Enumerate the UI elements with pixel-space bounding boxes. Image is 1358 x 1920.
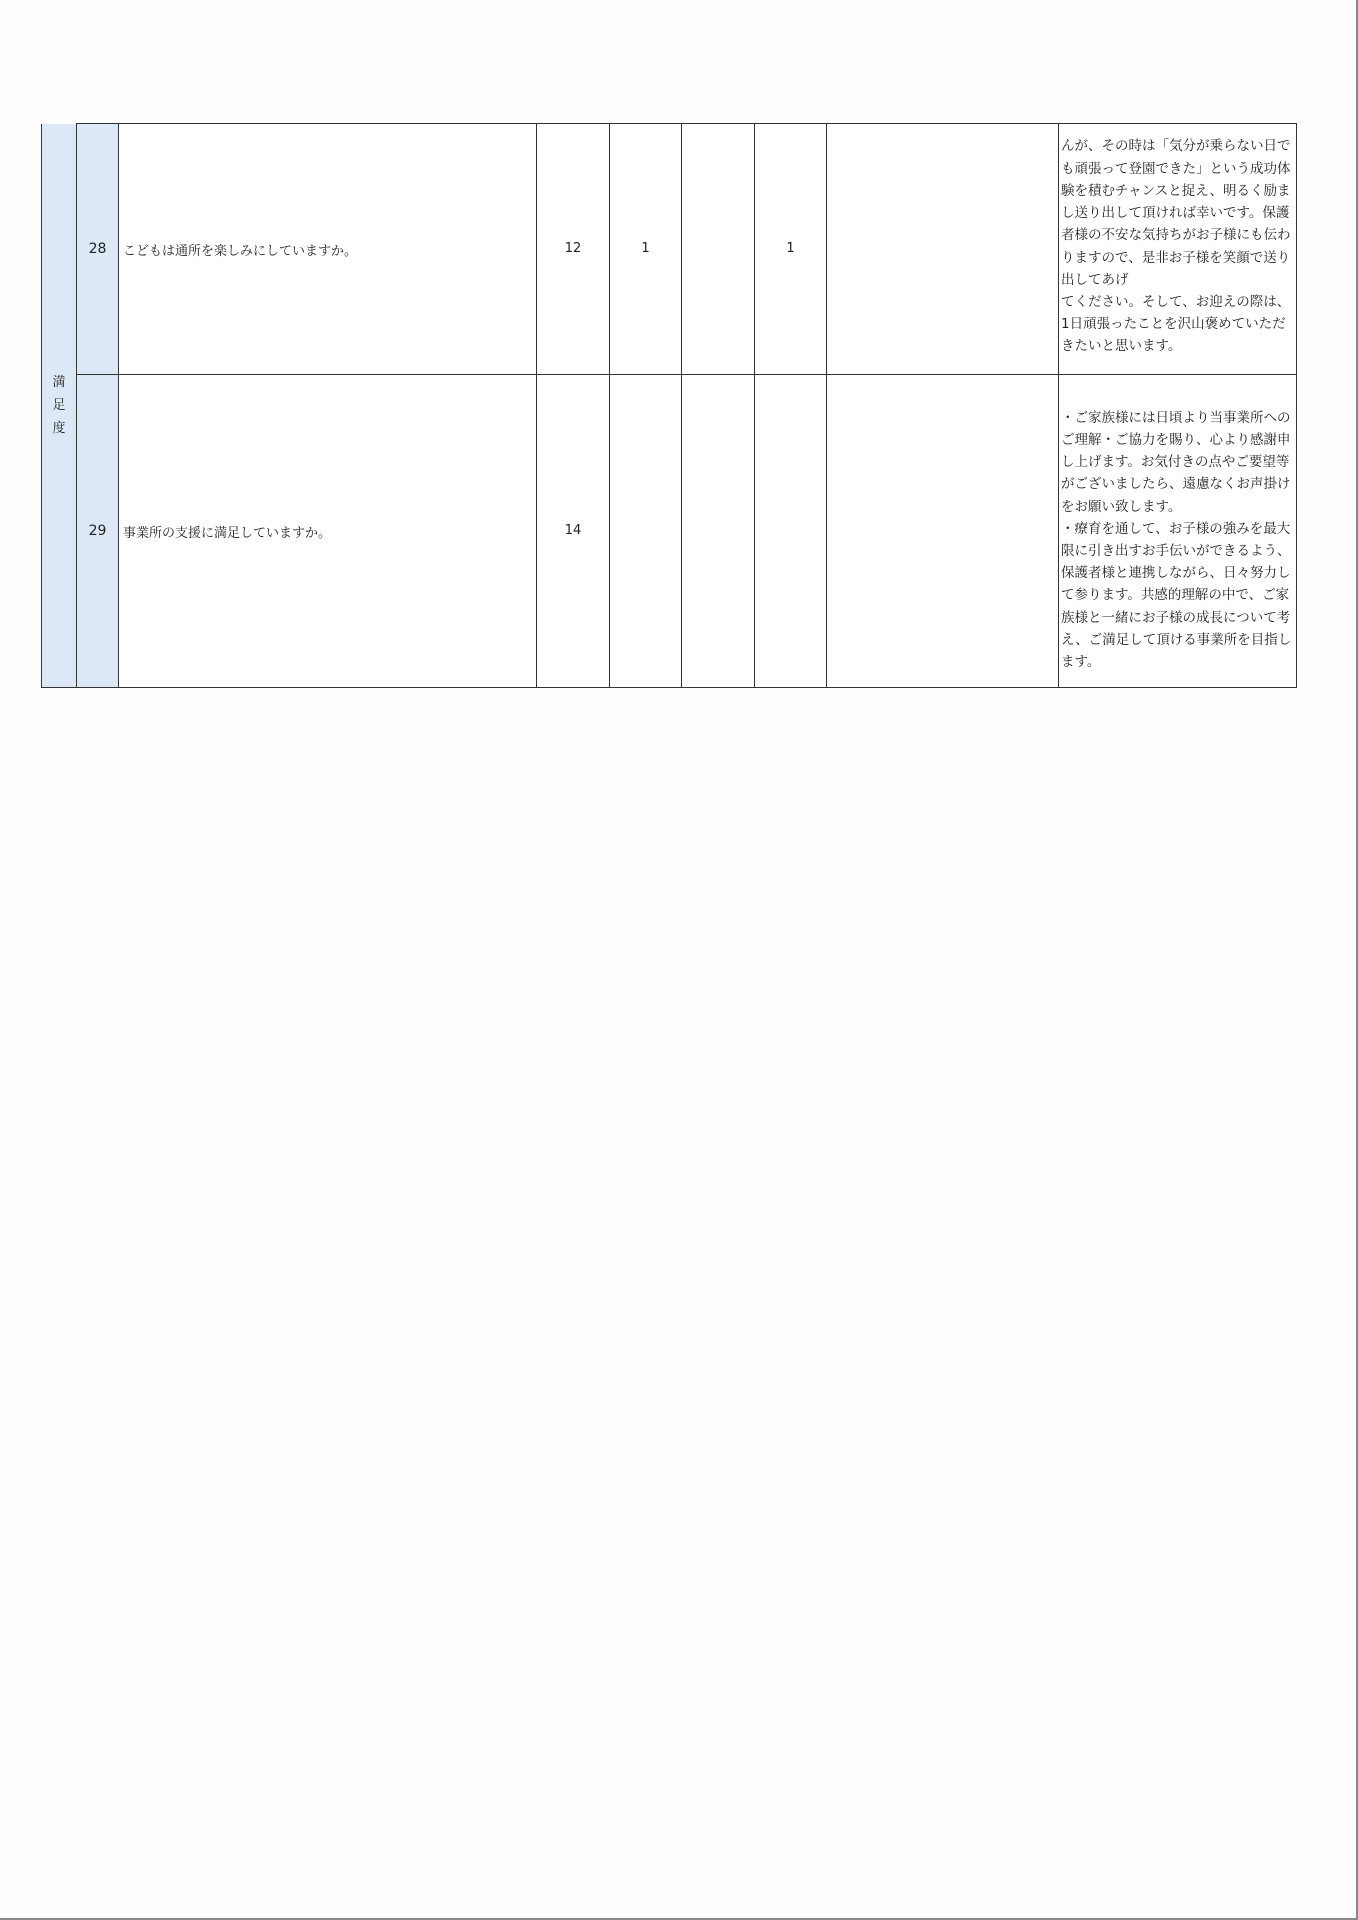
facility-response-text: んが、その時は「気分が乗らない日でも頑張って登園できた」という成功体験を積むチャンスと捉え、明るく励まし送り出して頂ければ幸いです。保護者様の不安な気持ちがお子様にも伝わりますので、是非お子様を笑顔で送り出してあげ てください。そして、お迎えの際は、1日頑張ったことを沢山褒めていただきたいと思います。 [1061, 138, 1291, 355]
facility-response-cell [1059, 375, 1297, 688]
guardian-comment-cell [827, 124, 1059, 375]
count-no [682, 375, 755, 688]
count-yes: 12 [537, 124, 610, 375]
question-text: こどもは通所を楽しみにしていますか。 [119, 124, 537, 375]
count-no [682, 124, 755, 375]
survey-results-table [41, 123, 1297, 688]
table-row-28 [42, 124, 1297, 375]
count-unknown [755, 375, 827, 688]
count-yes: 14 [537, 375, 610, 688]
count-somewhat: 1 [610, 124, 682, 375]
category-cell [42, 124, 77, 688]
table-row-29 [42, 375, 1297, 688]
count-somewhat [610, 375, 682, 688]
facility-response-text: ・ご家族様には日頃より当事業所へのご理解・ご協力を賜り、心より感謝申し上げます。お気付きの点やご要望等がございましたら、遠慮なくお声掛けをお願い致します。 ・療育を通して、お子様の強みを最大限に引き出すお手伝いができるよう、保護者様と連携しながら、日々努力して参ります。共感的理解の中で、ご家族様と一緒にお子様の成長について考え、ご満足して頂ける事業所を目指します。 [1061, 409, 1292, 671]
guardian-comment-cell [827, 375, 1059, 688]
category-label: 満足度 [52, 374, 66, 436]
question-number: 29 [77, 375, 119, 688]
question-text: 事業所の支援に満足していますか。 [119, 375, 537, 688]
facility-response-cell [1059, 124, 1297, 375]
question-number: 28 [77, 124, 119, 375]
count-unknown: 1 [755, 124, 827, 375]
